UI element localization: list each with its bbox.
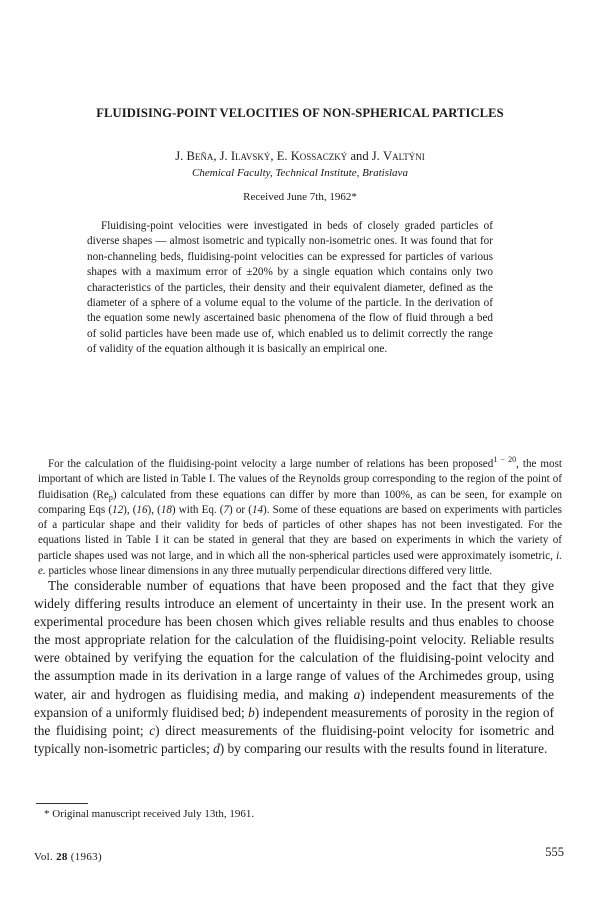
received-date: Received June 7th, 1962* bbox=[243, 191, 357, 203]
article-title: FLUIDISING-POINT VELOCITIES OF NON-SPHERICAL PARTICLES bbox=[96, 106, 504, 120]
footnote: * Original manuscript received July 13th, 1961. bbox=[44, 808, 255, 820]
intro-paragraph: For the calculation of the fluidising-point velocity a large number of relations has been proposed$^{1 - 20}$, the most important of which are listed in Table I. The values of the Reynolds group corresponding to the region of the point of fluidisation $(Re_p)$ calculated from these equations can differ by more than 100%, as can be seen, for example on comparing Eqs (12), (16), (18) with Eq. (7) or (14). Some of these equations are based on experiments with particles of a particular shape and their validity for beds of particles of other shapes has not been investigated. For the equations listed in Table I it can be stated in general that they are based on experiments in which the variety of particle shapes used was not large, and in which all the non-spherical particles used were approximately isometric, i. e. particles whose linear dimensions in any three mutually perpendicular directions differed very little. bbox=[38, 455, 563, 578]
author-4: J. Valtýni bbox=[371, 149, 425, 163]
equation-ref: 18 bbox=[160, 503, 172, 516]
author-1: J. Beňa bbox=[175, 149, 214, 163]
author-2: J. Ilavský bbox=[219, 149, 271, 163]
abstract: Fluidising-point velocities were investigated in beds of closely graded particles of diverse shapes — almost isometric and typically non-isometric ones. It was found that for non-channeling beds, fluidising-point velocities can be expressed for particles of various shapes with a maximum error of ±20% by a single equation which contains only two characteristics of the particles, their density and their equivalent diameter, defined as the diameter of a sphere of a volume equal to the volume of the particle. In the derivation of the equation some newly ascertained basic phenomena of the flow of fluid through a bed of solid particles have been made use of, which enabled us to delimit correctly the range of validity of the equation although it is basically an empirical one. bbox=[87, 220, 493, 356]
affiliation: Chemical Faculty, Technical Institute, Bratislava bbox=[192, 167, 408, 179]
footnote-rule bbox=[36, 803, 88, 804]
equation-ref: 14 bbox=[251, 503, 264, 516]
author-3: E. Kossaczký bbox=[276, 149, 348, 163]
volume-info: Vol. 28 (1963) bbox=[34, 851, 102, 863]
volume-year: (1963) bbox=[70, 851, 102, 863]
author-list: J. Beňa, J. Ilavský, E. Kossaczký and J. Valtýni bbox=[175, 149, 425, 163]
equation-ref: 7 bbox=[223, 503, 230, 516]
equation-ref: 16 bbox=[136, 503, 148, 516]
page-number: 555 bbox=[545, 845, 564, 859]
reference-range: 1 − 20 bbox=[493, 455, 517, 464]
volume-number: 28 bbox=[56, 851, 68, 863]
equation-ref: 12 bbox=[112, 503, 124, 516]
body-paragraph: The considerable number of equations that have been proposed and the fact that they give widely differing results introduce an element of uncertainty in their use. In the present work an experimental procedure has been chosen which gives reliable results and thus enables to choose the most appropriate relation for the calculation of the fluidising-point velocity. Reliable results were obtained by verifying the equation for the calculation of the fluidising-point velocity and the assumption made in its derivation in a large range of values of the Archimedes group, using water, air and hydrogen as fluidising media, and making a) independent measurements of the expansion of a uniformly fluidised bed; b) independent measurements of porosity in the region of the fluidising point; c) direct measurements of the fluidising-point velocity for isometric and typically non-isometric particles; d) by comparing our results with the results found in literature. bbox=[34, 578, 554, 756]
